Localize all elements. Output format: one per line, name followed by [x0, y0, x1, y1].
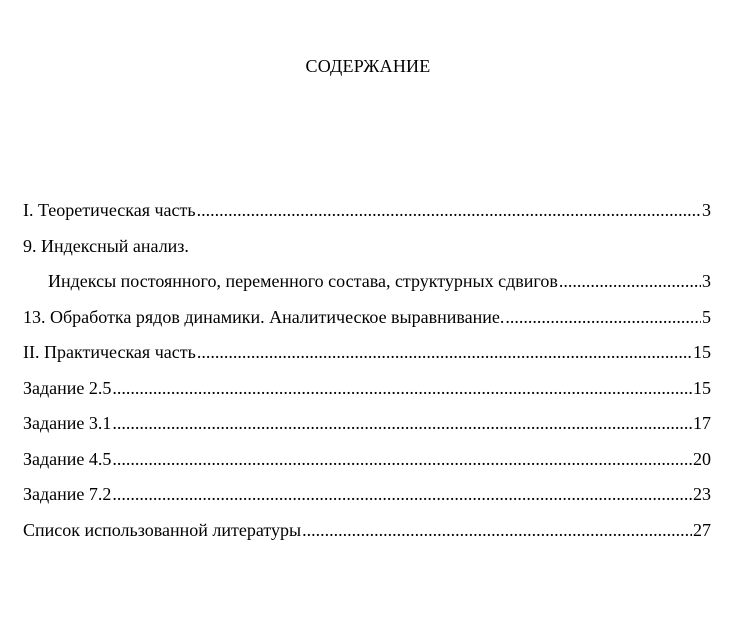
toc-entry-page: 15	[693, 342, 711, 362]
toc-entry-page: 27	[693, 519, 711, 540]
toc-dot-leader	[112, 480, 692, 508]
toc-dot-leader	[197, 338, 692, 366]
toc-entry-text: Индексы постоянного, переменного состава, структурных сдвигов	[48, 271, 558, 291]
toc-entry-page: 17	[693, 413, 711, 433]
toc-entry-text: Задание 2.5	[23, 377, 112, 398]
toc-entry-text: I. Теоретическая часть	[23, 200, 196, 220]
toc-entry	[23, 445, 711, 481]
toc-entry	[23, 267, 711, 303]
toc-entry-text: Задание 7.2	[23, 484, 112, 504]
toc-dot-leader	[559, 267, 701, 295]
toc-entry-page: 5	[702, 306, 711, 327]
toc-entry	[23, 516, 711, 552]
toc-dot-leader	[112, 374, 692, 402]
toc-entry-page: 3	[702, 200, 711, 220]
toc-entry-text: 9. Индексный анализ.	[23, 235, 189, 256]
toc-entry-text: Задание 4.5	[23, 448, 112, 469]
toc-entry	[23, 480, 711, 516]
toc-dot-leader	[505, 303, 701, 331]
toc-entry-page: 20	[693, 448, 711, 469]
toc-entry-text: II. Практическая часть	[23, 342, 196, 362]
page-title: СОДЕРЖАНИЕ	[305, 56, 431, 76]
toc-entry	[23, 409, 711, 445]
table-of-contents	[23, 196, 711, 551]
toc-entry	[23, 303, 711, 339]
toc-entry-page: 15	[693, 377, 711, 398]
toc-entry	[23, 196, 711, 232]
toc-entry-page: 3	[702, 271, 711, 291]
toc-dot-leader	[112, 445, 692, 473]
toc-entry-text: 13. Обработка рядов динамики. Аналитическое выравнивание.	[23, 306, 505, 327]
toc-dot-leader	[302, 516, 692, 544]
toc-entry	[23, 338, 711, 374]
toc-entry-text: Задание 3.1	[23, 413, 112, 433]
toc-entry-text: Список использованной литературы	[23, 519, 302, 540]
toc-entry	[23, 374, 711, 410]
toc-dot-leader	[197, 196, 701, 224]
toc-dot-leader	[112, 409, 692, 437]
toc-entry	[23, 232, 711, 268]
toc-entry-page: 23	[693, 484, 711, 504]
